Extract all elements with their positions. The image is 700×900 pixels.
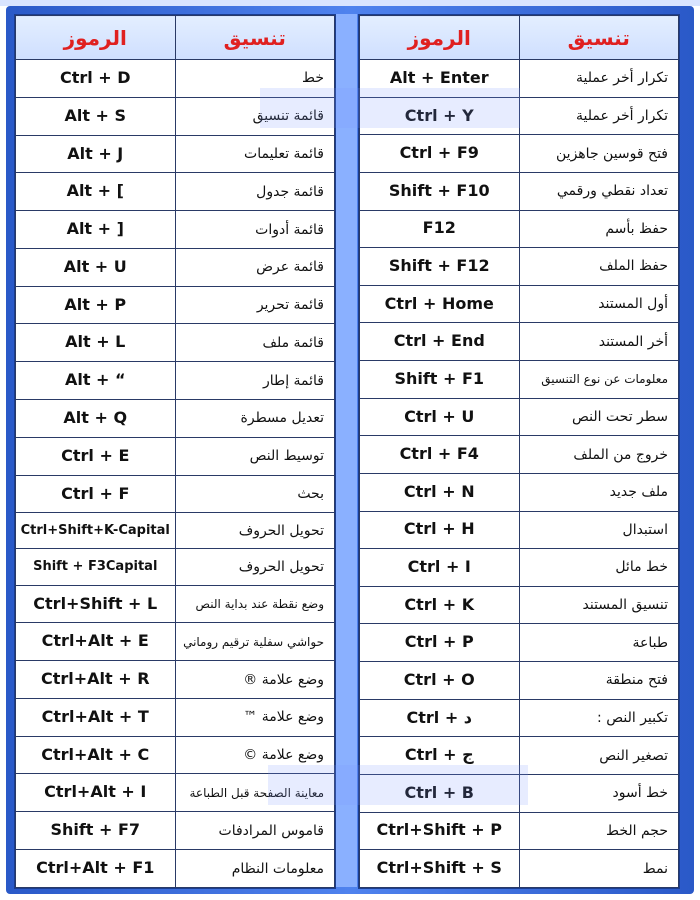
right-table-row xyxy=(360,737,679,775)
right-shortcut-format: فتح منطقة xyxy=(519,662,679,700)
right-shortcut-key: Ctrl + P xyxy=(360,624,520,662)
right-shortcut-key: Shift + F10 xyxy=(360,172,520,210)
right-shortcut-format: تكبير النص : xyxy=(519,699,679,737)
left-shortcut-key: Ctrl+Alt + E xyxy=(16,623,176,661)
left-shortcut-key: Alt + ] xyxy=(16,211,176,249)
right-shortcut-key: Ctrl + ج xyxy=(360,737,520,775)
left-table-row xyxy=(16,60,335,98)
left-table-row xyxy=(16,774,335,812)
left-shortcut-format: بحث xyxy=(175,475,335,513)
right-shortcut-format: أخر المستند xyxy=(519,323,679,361)
right-shortcut-key: Ctrl + O xyxy=(360,662,520,700)
left-table-row xyxy=(16,736,335,774)
right-table-row xyxy=(360,248,679,286)
left-table-row xyxy=(16,661,335,699)
right-shortcut-format: ملف جديد xyxy=(519,473,679,511)
right-shortcut-key: Ctrl + End xyxy=(360,323,520,361)
left-shortcut-format: توسيط النص xyxy=(175,437,335,475)
left-shortcut-key: Ctrl+Alt + C xyxy=(16,736,176,774)
left-shortcut-key: Alt + “ xyxy=(16,362,176,400)
left-table-row xyxy=(16,698,335,736)
right-shortcut-format: تنسيق المستند xyxy=(519,586,679,624)
right-table-row xyxy=(360,586,679,624)
left-shortcut-format: قائمة تحرير xyxy=(175,286,335,324)
left-shortcut-key: Alt + Q xyxy=(16,400,176,438)
left-table-row xyxy=(16,135,335,173)
left-header-format: تنسيق xyxy=(175,16,335,60)
right-shortcut-format: خط أسود xyxy=(519,774,679,812)
right-shortcut-key: Alt + Enter xyxy=(360,60,520,98)
right-shortcut-format: فتح قوسين جاهزين xyxy=(519,135,679,173)
right-table-row xyxy=(360,511,679,549)
left-shortcut-format: معاينة الصفحة قبل الطباعة xyxy=(175,774,335,812)
right-shortcut-key: Ctrl + I xyxy=(360,549,520,587)
left-shortcut-format: تعديل مسطرة xyxy=(175,400,335,438)
left-shortcut-format: وضع علامة ™ xyxy=(175,698,335,736)
right-header-keys: الرموز xyxy=(360,16,520,60)
left-shortcut-format: قائمة أدوات xyxy=(175,211,335,249)
left-table-row xyxy=(16,850,335,888)
right-table-row xyxy=(360,210,679,248)
right-shortcut-key: Ctrl + F4 xyxy=(360,436,520,474)
left-shortcut-key: Alt + L xyxy=(16,324,176,362)
left-table-row xyxy=(16,248,335,286)
right-shortcut-format: أول المستند xyxy=(519,285,679,323)
right-shortcut-format: حفظ بأسم xyxy=(519,210,679,248)
right-table-row xyxy=(360,323,679,361)
left-table-row xyxy=(16,173,335,211)
right-shortcut-key: Shift + F1 xyxy=(360,361,520,399)
right-table-row xyxy=(360,135,679,173)
left-shortcut-key: Ctrl + D xyxy=(16,60,176,98)
left-shortcut-key: Alt + U xyxy=(16,248,176,286)
left-shortcut-format: تحويل الحروف xyxy=(175,549,335,585)
right-shortcut-key: Ctrl + N xyxy=(360,473,520,511)
left-shortcut-key: Ctrl+Alt + F1 xyxy=(16,850,176,888)
left-table-body xyxy=(16,60,335,888)
left-table-row xyxy=(16,475,335,513)
right-table-row xyxy=(360,361,679,399)
right-header-format: تنسيق xyxy=(519,16,679,60)
left-shortcut-format: قائمة ملف xyxy=(175,324,335,362)
left-table-row xyxy=(16,400,335,438)
left-shortcut-table xyxy=(14,14,336,889)
left-table-row xyxy=(16,585,335,623)
left-shortcut-format: قاموس المرادفات xyxy=(175,812,335,850)
left-shortcut-key: Alt + P xyxy=(16,286,176,324)
left-shortcut-key: Alt + [ xyxy=(16,173,176,211)
left-table-row xyxy=(16,513,335,549)
right-shortcut-key: Ctrl + Home xyxy=(360,285,520,323)
right-shortcut-format: تصغير النص xyxy=(519,737,679,775)
right-shortcut-format: تكرار أخر عملية xyxy=(519,60,679,98)
left-shortcut-format: قائمة إطار xyxy=(175,362,335,400)
right-table-body xyxy=(360,60,679,888)
right-table-row xyxy=(360,97,679,135)
right-table-row xyxy=(360,549,679,587)
right-shortcut-key: F12 xyxy=(360,210,520,248)
right-shortcut-key: Ctrl+Shift + S xyxy=(360,850,520,888)
left-shortcut-format: تحويل الحروف xyxy=(175,513,335,549)
right-shortcut-format: نمط xyxy=(519,850,679,888)
left-shortcut-key: Alt + J xyxy=(16,135,176,173)
left-shortcut-format: خط xyxy=(175,60,335,98)
right-shortcut-format: طباعة xyxy=(519,624,679,662)
right-shortcut-key: Ctrl + K xyxy=(360,586,520,624)
left-shortcut-key: Ctrl+Alt + R xyxy=(16,661,176,699)
right-shortcut-format: حجم الخط xyxy=(519,812,679,850)
left-shortcut-key: Shift + F7 xyxy=(16,812,176,850)
right-shortcut-key: Ctrl + د xyxy=(360,699,520,737)
right-table-row xyxy=(360,436,679,474)
right-table-row xyxy=(360,850,679,888)
left-shortcut-format: قائمة تنسيق xyxy=(175,97,335,135)
left-shortcut-key: Ctrl + E xyxy=(16,437,176,475)
left-shortcut-format: وضع نقطة عند بداية النص xyxy=(175,585,335,623)
right-shortcut-key: Shift + F12 xyxy=(360,248,520,286)
right-shortcut-format: تعداد نقطي ورقمي xyxy=(519,172,679,210)
right-table-row xyxy=(360,60,679,98)
right-shortcut-table xyxy=(358,14,680,889)
right-shortcut-format: خروج من الملف xyxy=(519,436,679,474)
left-table-row xyxy=(16,362,335,400)
left-shortcut-format: قائمة جدول xyxy=(175,173,335,211)
right-shortcut-format: معلومات عن نوع التنسيق xyxy=(519,361,679,399)
left-shortcut-format: معلومات النظام xyxy=(175,850,335,888)
right-shortcut-format: حفظ الملف xyxy=(519,248,679,286)
left-shortcut-format: قائمة عرض xyxy=(175,248,335,286)
right-table-row xyxy=(360,473,679,511)
right-shortcut-format: خط مائل xyxy=(519,549,679,587)
right-shortcut-key: Ctrl + F9 xyxy=(360,135,520,173)
left-table-row xyxy=(16,623,335,661)
left-table-row xyxy=(16,286,335,324)
left-shortcut-key: Ctrl+Shift+K-Capital xyxy=(16,513,176,549)
left-shortcut-key: Ctrl+Shift + L xyxy=(16,585,176,623)
right-table-row xyxy=(360,624,679,662)
left-shortcut-key: Ctrl + F xyxy=(16,475,176,513)
right-table-row xyxy=(360,774,679,812)
right-table-row xyxy=(360,662,679,700)
right-shortcut-key: Ctrl + U xyxy=(360,398,520,436)
right-table-row xyxy=(360,172,679,210)
right-shortcut-key: Ctrl + Y xyxy=(360,97,520,135)
right-shortcut-format: سطر تحت النص xyxy=(519,398,679,436)
left-table-row xyxy=(16,97,335,135)
left-shortcut-key: Ctrl+Alt + T xyxy=(16,698,176,736)
left-table-row xyxy=(16,324,335,362)
left-shortcut-format: حواشي سفلية ترقيم روماني xyxy=(175,623,335,661)
right-table-row xyxy=(360,285,679,323)
right-table-row xyxy=(360,398,679,436)
right-shortcut-key: Ctrl + B xyxy=(360,774,520,812)
left-table-row xyxy=(16,812,335,850)
left-shortcut-format: قائمة تعليمات xyxy=(175,135,335,173)
right-shortcut-format: تكرار أخر عملية xyxy=(519,97,679,135)
left-shortcut-format: وضع علامة ® xyxy=(175,661,335,699)
left-table-row xyxy=(16,211,335,249)
right-shortcut-key: Ctrl+Shift + P xyxy=(360,812,520,850)
left-shortcut-format: وضع علامة © xyxy=(175,736,335,774)
left-shortcut-key: Alt + S xyxy=(16,97,176,135)
left-table-row xyxy=(16,437,335,475)
left-table-row xyxy=(16,549,335,585)
left-shortcut-key: Shift + F3Capital xyxy=(16,549,176,585)
right-table-row xyxy=(360,812,679,850)
left-header-keys: الرموز xyxy=(16,16,176,60)
left-shortcut-key: Ctrl+Alt + I xyxy=(16,774,176,812)
center-divider xyxy=(335,14,357,887)
right-table-row xyxy=(360,699,679,737)
right-shortcut-key: Ctrl + H xyxy=(360,511,520,549)
right-shortcut-format: استبدال xyxy=(519,511,679,549)
